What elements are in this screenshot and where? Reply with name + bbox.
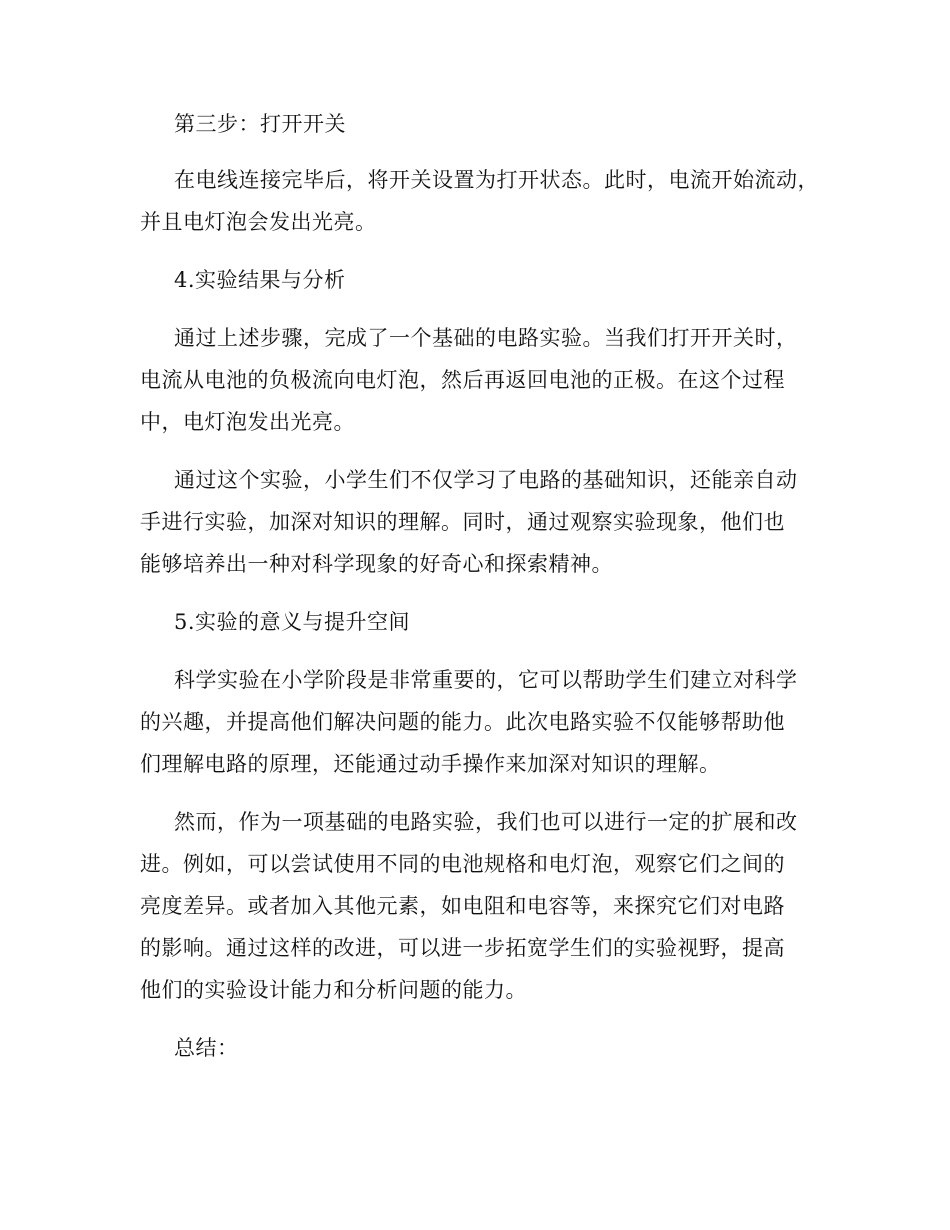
paragraph-line: 亮度差异。或者加入其他元素，如电阻和电容等，来探究它们对电路	[140, 894, 785, 918]
paragraph-line: 他们的实验设计能力和分析问题的能力。	[140, 978, 527, 1002]
paragraph-line: 能够培养出一种对科学现象的好奇心和探索精神。	[140, 552, 613, 576]
paragraph-line: 进。例如，可以尝试使用不同的电池规格和电灯泡，观察它们之间的	[140, 852, 785, 876]
section-heading-summary: 总结：	[174, 1036, 239, 1060]
paragraph-line: 然而，作为一项基础的电路实验，我们也可以进行一定的扩展和改	[174, 810, 798, 834]
paragraph-line: 通过上述步骤，完成了一个基础的电路实验。当我们打开开关时，	[174, 326, 798, 350]
paragraph-line: 科学实验在小学阶段是非常重要的，它可以帮助学生们建立对科学	[174, 668, 798, 692]
paragraph-line: 的兴趣，并提高他们解决问题的能力。此次电路实验不仅能够帮助他	[140, 710, 785, 734]
paragraph-line: 中，电灯泡发出光亮。	[140, 410, 355, 434]
section-heading-significance: 5.实验的意义与提升空间	[174, 610, 411, 634]
paragraph-line: 的影响。通过这样的改进，可以进一步拓宽学生们的实验视野，提高	[140, 936, 785, 960]
paragraph-line: 电流从电池的负极流向电灯泡，然后再返回电池的正极。在这个过程	[140, 368, 785, 392]
paragraph-line: 们理解电路的原理，还能通过动手操作来加深对知识的理解。	[140, 752, 721, 776]
paragraph-line: 并且电灯泡会发出光亮。	[140, 210, 377, 234]
paragraph-line: 手进行实验，加深对知识的理解。同时，通过观察实验现象，他们也	[140, 510, 785, 534]
paragraph-line: 在电线连接完毕后，将开关设置为打开状态。此时，电流开始流动，	[174, 168, 819, 192]
paragraph-line: 通过这个实验，小学生们不仅学习了电路的基础知识，还能亲自动	[174, 468, 798, 492]
section-heading-step-three: 第三步：打开开关	[174, 112, 346, 136]
section-heading-results: 4.实验结果与分析	[174, 268, 346, 292]
